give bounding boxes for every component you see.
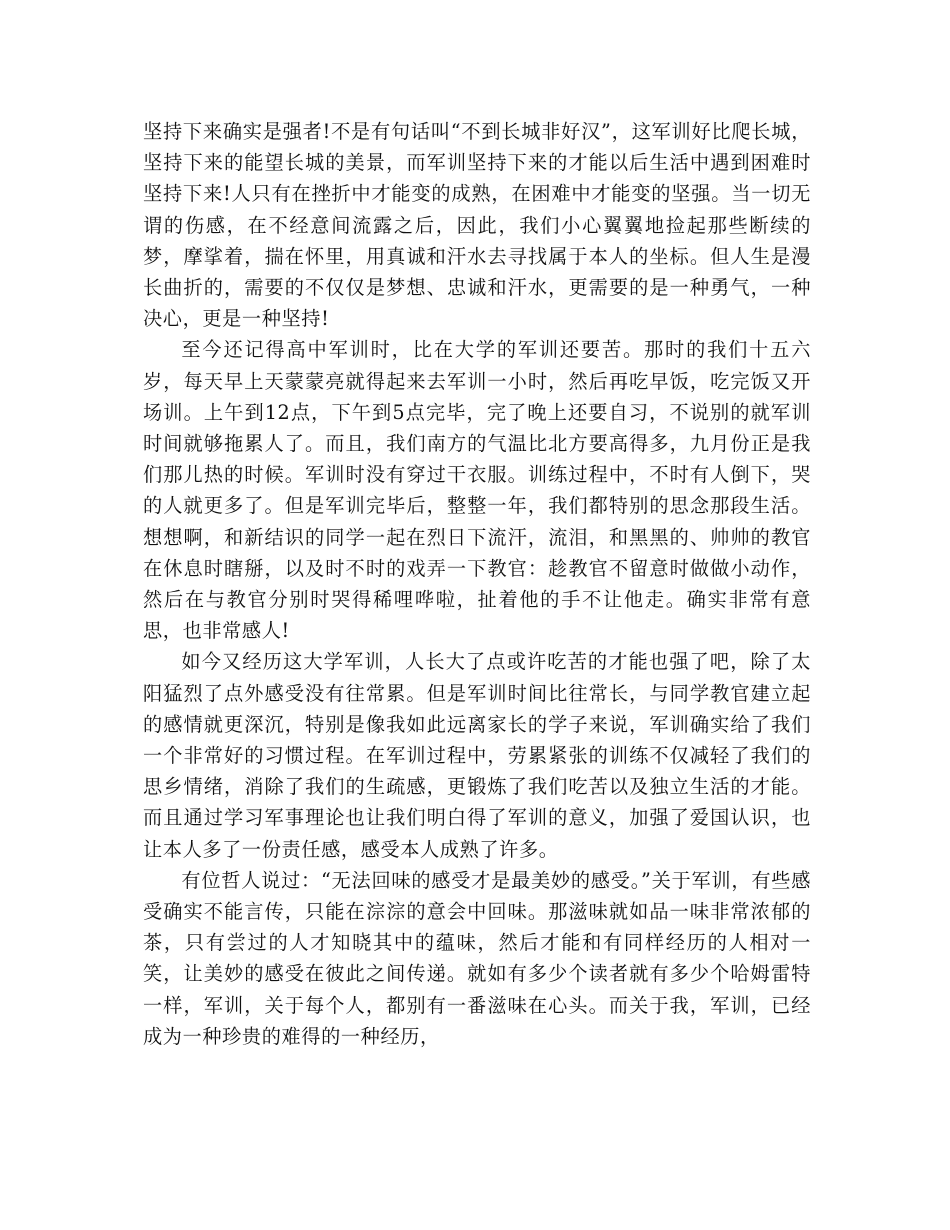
- paragraph-2: 至今还记得高中军训时，比在大学的军训还要苦。那时的我们十五六岁，每天早上天蒙蒙亮就得起来去军训一小时，然后再吃早饭，吃完饭又开场训。上午到12点，下午到5点完毕，完了晚上还要自习，不说别的就军训时间就够拖累人了。而且，我们南方的气温比北方要高得多，九月份正是我们那儿热的时候。军训时没有穿过干衣服。训练过程中，不时有人倒下，哭的人就更多了。但是军训完毕后，整整一年，我们都特别的思念那段生活。想想啊，和新结识的同学一起在烈日下流汗，流泪，和黑黑的、帅帅的教官在休息时瞎掰，以及时不时的戏弄一下教官：趁教官不留意时做做小动作，然后在与教官分别时哭得稀哩哗啦，扯着他的手不让他走。确实非常有意思，也非常感人!: [143, 338, 811, 643]
- paragraph-4: 有位哲人说过：“无法回味的感受才是最美妙的感受。”关于军训，有些感受确实不能言传，只能在淙淙的意会中回味。那滋味就如品一味非常浓郁的茶，只有尝过的人才知晓其中的蕴味，然后才能和有同样经历的人相对一笑，让美妙的感受在彼此之间传递。就如有多少个读者就有多少个哈姆雷特一样，军训，关于每个人，都别有一番滋味在心头。而关于我，军训，已经成为一种珍贵的难得的一种经历，: [143, 868, 811, 1048]
- paragraph-3: 如今又经历这大学军训，人长大了点或许吃苦的才能也强了吧，除了太阳猛烈了点外感受没有往常累。但是军训时间比往常长，与同学教官建立起的感情就更深沉，特别是像我如此远离家长的学子来说，军训确实给了我们一个非常好的习惯过程。在军训过程中，劳累紧张的训练不仅减轻了我们的思乡情绪，消除了我们的生疏感，更锻炼了我们吃苦以及独立生活的才能。而且通过学习军事理论也让我们明白得了军训的意义，加强了爱国认识，也让本人多了一份责任感，感受本人成熟了许多。: [143, 650, 811, 861]
- document-body: [143, 116, 811, 1052]
- paragraph-1: 坚持下来确实是强者!不是有句话叫“不到长城非好汉”，这军训好比爬长城，坚持下来的能望长城的美景，而军训坚持下来的才能以后生活中遇到困难时坚持下来!人只有在挫折中才能变的成熟，在困难中才能变的坚强。当一切无谓的伤感，在不经意间流露之后，因此，我们小心翼翼地捡起那些断续的梦，摩挲着，揣在怀里，用真诚和汗水去寻找属于本人的坐标。但人生是漫长曲折的，需要的不仅仅是梦想、忠诚和汗水，更需要的是一种勇气，一种决心，更是一种坚持!: [143, 120, 811, 331]
